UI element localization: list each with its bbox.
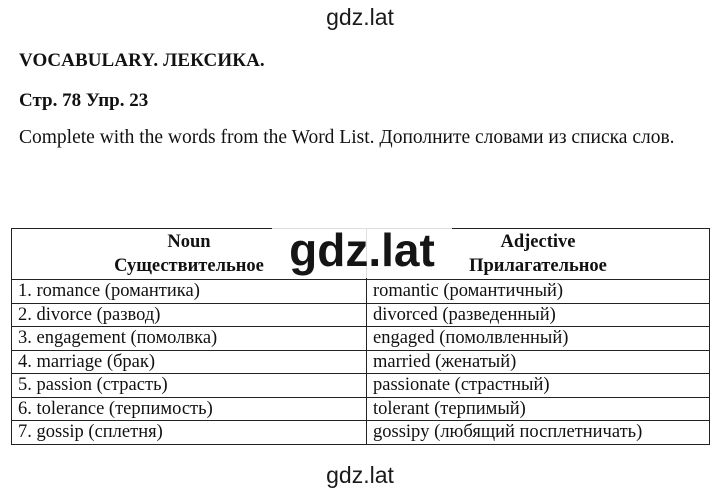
header-noun-en: Noun: [167, 232, 211, 252]
header-noun-ru: Существительное: [114, 256, 264, 276]
table-row: [12, 421, 710, 445]
section-heading: VOCABULARY. ЛЕКСИКА.: [19, 50, 265, 71]
adjective-cell: divorced (разведенный): [367, 303, 710, 327]
watermark-bottom: gdz.lat: [326, 462, 394, 488]
table-row: [12, 397, 710, 421]
noun-cell: 6. tolerance (терпимость): [12, 397, 367, 421]
adjective-cell: married (женатый): [367, 350, 710, 374]
adjective-cell: tolerant (терпимый): [367, 397, 710, 421]
noun-cell: 2. divorce (развод): [12, 303, 367, 327]
adjective-cell: engaged (помолвленный): [367, 327, 710, 351]
table-row: [12, 327, 710, 351]
watermark-top: gdz.lat: [326, 4, 394, 30]
noun-cell: 5. passion (страсть): [12, 374, 367, 398]
table-row: [12, 280, 710, 304]
exercise-reference: Стр. 78 Упр. 23: [19, 90, 149, 111]
noun-cell: 4. marriage (брак): [12, 350, 367, 374]
header-adjective-en: Adjective: [500, 232, 576, 252]
adjective-cell: passionate (страстный): [367, 374, 710, 398]
table-row: [12, 303, 710, 327]
watermark-center: gdz.lat: [272, 222, 452, 278]
noun-cell: 7. gossip (сплетня): [12, 421, 367, 445]
adjective-cell: romantic (романтичный): [367, 280, 710, 304]
header-adjective-ru: Прилагательное: [469, 256, 607, 276]
adjective-cell: gossipy (любящий посплетничать): [367, 421, 710, 445]
exercise-instruction: Complete with the words from the Word List. Дополните словами из списка слов.: [19, 127, 675, 148]
table-row: [12, 350, 710, 374]
noun-cell: 1. romance (романтика): [12, 280, 367, 304]
table-row: [12, 374, 710, 398]
noun-cell: 3. engagement (помолвка): [12, 327, 367, 351]
